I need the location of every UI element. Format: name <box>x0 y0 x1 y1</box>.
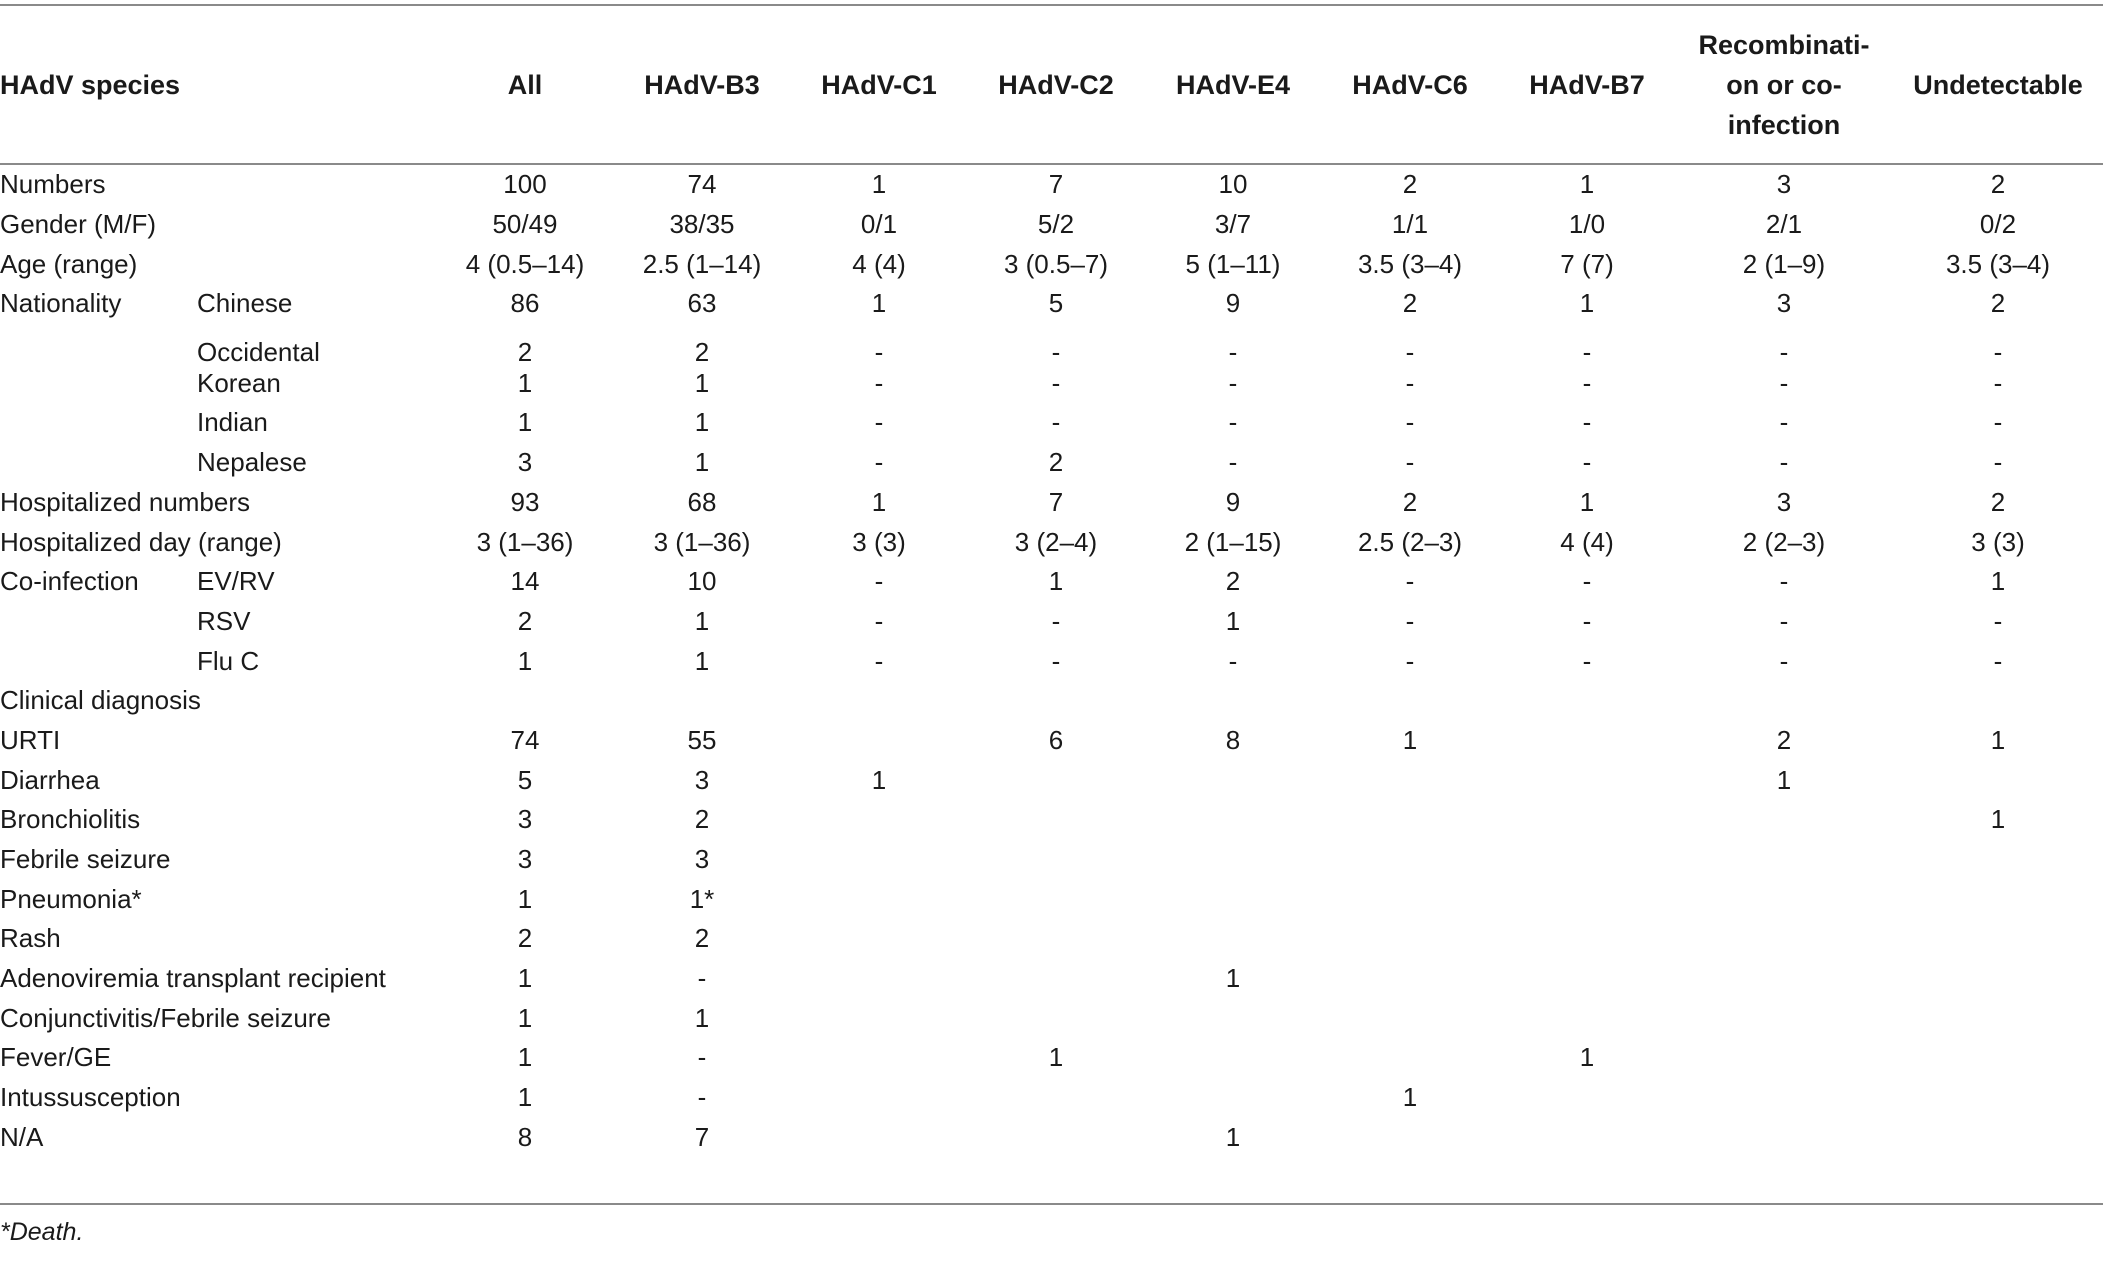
row-label: Diarrhea <box>0 764 100 795</box>
cell-e4 <box>1145 1038 1321 1078</box>
cell-all: 8 <box>517 1121 533 1152</box>
cell-recombination: - <box>1779 566 1789 597</box>
row-sublabel: Indian <box>197 407 268 438</box>
cell-all: 74 <box>510 724 540 755</box>
cell-c1: 1 <box>871 764 887 795</box>
cell-c2 <box>967 800 1145 840</box>
cell-all: 93 <box>510 486 540 517</box>
cell-all: 1 <box>517 1042 533 1073</box>
cell-recombination <box>1675 840 1893 880</box>
header-recombination: Recombinati- on or co- infection <box>1698 29 1870 140</box>
cell-all: 1 <box>517 367 533 398</box>
cell-c6 <box>1321 840 1499 880</box>
cell-e4: - <box>1228 645 1238 676</box>
cell-c2 <box>967 998 1145 1038</box>
cell-c6: - <box>1405 566 1415 597</box>
cell-recombination <box>1675 1038 1893 1078</box>
cell-e4: 2 (1–15) <box>1184 526 1282 557</box>
cell-b3: 3 (1–36) <box>653 526 751 557</box>
cell-c1: - <box>874 645 884 676</box>
cell-c2 <box>967 840 1145 880</box>
cell-b3: 1 <box>694 605 710 636</box>
cell-b7 <box>1499 800 1675 840</box>
cell-b3: - <box>697 1082 707 1113</box>
cell-c1: 1 <box>871 486 887 517</box>
cell-c2 <box>967 959 1145 999</box>
cell-b7 <box>1499 760 1675 800</box>
cell-recombination: 2 <box>1776 724 1792 755</box>
cell-b7: - <box>1582 407 1592 438</box>
cell-c6 <box>1321 800 1499 840</box>
cell-all: 3 <box>517 844 533 875</box>
cell-undetectable: 0/2 <box>1979 209 2017 240</box>
cell-c2: - <box>1051 605 1061 636</box>
cell-c1: 1 <box>871 288 887 319</box>
cell-c6: - <box>1405 407 1415 438</box>
cell-e4 <box>1145 1078 1321 1118</box>
cell-b7: 4 (4) <box>1560 526 1614 557</box>
cell-e4 <box>1145 840 1321 880</box>
cell-recombination <box>1675 919 1893 959</box>
table-row <box>0 602 2103 642</box>
cell-c6: - <box>1405 337 1415 368</box>
cell-b7: 1 <box>1579 486 1595 517</box>
cell-undetectable: - <box>1993 407 2003 438</box>
cell-all: 1 <box>517 963 533 994</box>
table-row <box>0 721 2103 761</box>
cell-undetectable: 2 <box>1990 169 2006 200</box>
header-c2: HAdV-C2 <box>998 69 1114 100</box>
row-sublabel: EV/RV <box>197 566 275 597</box>
cell-undetectable <box>1893 840 2103 880</box>
cell-e4: - <box>1228 407 1238 438</box>
cell-c1 <box>791 1078 967 1118</box>
cell-recombination: 2/1 <box>1765 209 1803 240</box>
cell-c6 <box>1321 919 1499 959</box>
cell-c1 <box>791 919 967 959</box>
cell-undetectable: - <box>1993 367 2003 398</box>
cell-c1 <box>791 959 967 999</box>
cell-undetectable: 3 (3) <box>1971 526 2025 557</box>
cell-undetectable: - <box>1993 337 2003 368</box>
cell-c2 <box>967 1078 1145 1118</box>
cell-c2 <box>967 681 1145 721</box>
table-row <box>0 1078 2103 1118</box>
cell-c1: - <box>874 566 884 597</box>
cell-all: 2 <box>517 337 533 368</box>
cell-b3: 2 <box>694 337 710 368</box>
cell-recombination: - <box>1779 407 1789 438</box>
cell-recombination: 1 <box>1776 764 1792 795</box>
cell-undetectable <box>1893 1078 2103 1118</box>
row-label: Febrile seizure <box>0 844 171 875</box>
cell-c1: - <box>874 367 884 398</box>
table-row <box>0 840 2103 880</box>
cell-b7: - <box>1582 645 1592 676</box>
cell-b7: - <box>1582 566 1592 597</box>
cell-recombination: 3 <box>1776 169 1792 200</box>
cell-e4 <box>1145 681 1321 721</box>
row-sublabel: Korean <box>197 367 281 398</box>
table-row <box>0 324 2103 368</box>
header-c1: HAdV-C1 <box>821 69 937 100</box>
cell-c2 <box>967 919 1145 959</box>
cell-b3: 1 <box>694 1002 710 1033</box>
cell-c1 <box>791 998 967 1038</box>
table-row <box>0 1118 2103 1158</box>
cell-recombination <box>1675 1078 1893 1118</box>
row-label: Fever/GE <box>0 1042 112 1073</box>
row-label: URTI <box>0 724 61 755</box>
cell-undetectable <box>1893 919 2103 959</box>
table-row <box>0 959 2103 999</box>
cell-b7: 7 (7) <box>1560 248 1614 279</box>
cell-all: 3 (1–36) <box>476 526 574 557</box>
cell-all: 2 <box>517 605 533 636</box>
cell-c2: - <box>1051 407 1061 438</box>
cell-c6 <box>1321 998 1499 1038</box>
cell-all: 3 <box>517 447 533 478</box>
cell-undetectable: - <box>1993 447 2003 478</box>
cell-b3: 1 <box>694 447 710 478</box>
row-label: Co-infection <box>0 566 139 597</box>
cell-b7: - <box>1582 447 1592 478</box>
cell-b3: 2 <box>694 923 710 954</box>
cell-b3: 1 <box>694 407 710 438</box>
cell-c2: 2 <box>1048 447 1064 478</box>
cell-c2: 5/2 <box>1037 209 1075 240</box>
cell-recombination <box>1675 959 1893 999</box>
cell-b3: 10 <box>687 566 717 597</box>
cell-all: 1 <box>517 883 533 914</box>
row-sublabel: Chinese <box>197 288 293 319</box>
cell-undetectable <box>1893 879 2103 919</box>
header-undetectable: Undetectable <box>1913 69 2083 100</box>
cell-c6 <box>1321 1038 1499 1078</box>
cell-undetectable <box>1893 959 2103 999</box>
cell-undetectable: 1 <box>1990 724 2006 755</box>
cell-undetectable: 2 <box>1990 486 2006 517</box>
cell-b3: 2.5 (1–14) <box>642 248 762 279</box>
cell-recombination: - <box>1779 605 1789 636</box>
cell-recombination: - <box>1779 645 1789 676</box>
cell-c2: - <box>1051 645 1061 676</box>
row-sublabel: RSV <box>197 605 251 636</box>
cell-e4: 1 <box>1225 1121 1241 1152</box>
cell-c6: - <box>1405 367 1415 398</box>
cell-c6: 2.5 (2–3) <box>1357 526 1463 557</box>
row-label: Hospitalized numbers <box>0 486 251 517</box>
cell-all <box>437 681 613 721</box>
table-row <box>0 998 2103 1038</box>
row-label: Numbers <box>0 169 106 200</box>
cell-e4: 1 <box>1225 963 1241 994</box>
row-label: Pneumonia* <box>0 883 142 914</box>
cell-b3: 74 <box>687 169 717 200</box>
table-row <box>0 760 2103 800</box>
cell-c6: 2 <box>1402 486 1418 517</box>
cell-b7 <box>1499 681 1675 721</box>
header-all: All <box>507 69 543 100</box>
cell-undetectable: - <box>1993 605 2003 636</box>
cell-recombination <box>1675 800 1893 840</box>
cell-c1: - <box>874 605 884 636</box>
row-label: Adenoviremia transplant recipient <box>0 963 386 994</box>
cell-b7 <box>1499 1118 1675 1158</box>
cell-b7: - <box>1582 337 1592 368</box>
cell-c1: - <box>874 407 884 438</box>
cell-c6 <box>1321 760 1499 800</box>
table-row <box>0 681 2103 721</box>
cell-e4 <box>1145 800 1321 840</box>
cell-all: 1 <box>517 1082 533 1113</box>
row-label: Clinical diagnosis <box>0 685 201 716</box>
cell-c1 <box>791 681 967 721</box>
table-row <box>0 800 2103 840</box>
table-footnote: *Death. <box>0 1218 84 1246</box>
cell-recombination: - <box>1779 337 1789 368</box>
cell-e4: 8 <box>1225 724 1241 755</box>
cell-c6: 1 <box>1402 1082 1418 1113</box>
cell-c6 <box>1321 681 1499 721</box>
cell-b3: 1* <box>689 883 715 914</box>
table-row <box>0 403 2103 443</box>
table-header <box>0 6 2103 163</box>
cell-e4: 10 <box>1218 169 1248 200</box>
row-label: Intussusception <box>0 1082 181 1113</box>
cell-c6: 1 <box>1402 724 1418 755</box>
cell-c6: 2 <box>1402 169 1418 200</box>
cell-undetectable: 1 <box>1990 804 2006 835</box>
row-label: Age (range) <box>0 248 138 279</box>
row-label: N/A <box>0 1121 44 1152</box>
cell-b3: 68 <box>687 486 717 517</box>
cell-c2: 7 <box>1048 486 1064 517</box>
cell-b7 <box>1499 919 1675 959</box>
cell-c2: - <box>1051 337 1061 368</box>
cell-recombination: 3 <box>1776 486 1792 517</box>
row-label: Hospitalized day (range) <box>0 526 282 557</box>
row-label: Conjunctivitis/Febrile seizure <box>0 1002 331 1033</box>
cell-undetectable: 2 <box>1990 288 2006 319</box>
cell-e4 <box>1145 919 1321 959</box>
cell-c1: - <box>874 337 884 368</box>
table-row <box>0 205 2103 245</box>
cell-b7 <box>1499 840 1675 880</box>
cell-c6 <box>1321 959 1499 999</box>
cell-all: 86 <box>510 288 540 319</box>
cell-c2 <box>967 1118 1145 1158</box>
cell-b7: - <box>1582 605 1592 636</box>
cell-c6: 1/1 <box>1391 209 1429 240</box>
row-label: Gender (M/F) <box>0 209 157 240</box>
cell-all: 3 <box>517 804 533 835</box>
cell-c1: 4 (4) <box>852 248 906 279</box>
cell-c6: - <box>1405 645 1415 676</box>
cell-undetectable <box>1893 681 2103 721</box>
table-row <box>0 1038 2103 1078</box>
cell-e4: 3/7 <box>1214 209 1252 240</box>
cell-e4: - <box>1228 447 1238 478</box>
cell-e4: 9 <box>1225 486 1241 517</box>
cell-b7 <box>1499 879 1675 919</box>
cell-b7 <box>1499 721 1675 761</box>
cell-c2 <box>967 760 1145 800</box>
cell-e4: 9 <box>1225 288 1241 319</box>
cell-recombination <box>1675 681 1893 721</box>
cell-undetectable <box>1893 998 2103 1038</box>
table-body <box>0 165 2103 1157</box>
cell-b7 <box>1499 1078 1675 1118</box>
cell-b3: 55 <box>687 724 717 755</box>
cell-e4 <box>1145 760 1321 800</box>
row-sublabel: Occidental <box>197 337 320 368</box>
cell-all: 50/49 <box>492 209 558 240</box>
table-row <box>0 244 2103 284</box>
cell-c1 <box>791 1038 967 1078</box>
cell-undetectable <box>1893 1038 2103 1078</box>
cell-c2: 3 (0.5–7) <box>1003 248 1109 279</box>
cell-c1 <box>791 1118 967 1158</box>
header-b3: HAdV-B3 <box>644 69 760 100</box>
cell-c2 <box>967 879 1145 919</box>
table-bottom-rule <box>0 1203 2103 1205</box>
cell-recombination: 3 <box>1776 288 1792 319</box>
cell-recombination <box>1675 1118 1893 1158</box>
cell-e4: - <box>1228 367 1238 398</box>
cell-all: 1 <box>517 407 533 438</box>
row-label: Nationality <box>0 288 122 319</box>
cell-e4: - <box>1228 337 1238 368</box>
cell-b3: 7 <box>694 1121 710 1152</box>
cell-all: 5 <box>517 764 533 795</box>
cell-c1 <box>791 840 967 880</box>
cell-c2: 1 <box>1048 566 1064 597</box>
cell-c1: - <box>874 447 884 478</box>
cell-b3: 1 <box>694 367 710 398</box>
cell-recombination <box>1675 879 1893 919</box>
cell-all: 100 <box>503 169 547 200</box>
cell-undetectable: - <box>1993 645 2003 676</box>
table-row <box>0 641 2103 681</box>
table-row <box>0 165 2103 205</box>
cell-c6: - <box>1405 447 1415 478</box>
cell-c2: 1 <box>1048 1042 1064 1073</box>
cell-c1: 0/1 <box>860 209 898 240</box>
table-row <box>0 879 2103 919</box>
cell-c6: - <box>1405 605 1415 636</box>
cell-b3: 1 <box>694 645 710 676</box>
header-e4: HAdV-E4 <box>1175 69 1291 100</box>
table-row <box>0 363 2103 403</box>
row-sublabel: Flu C <box>197 645 260 676</box>
cell-e4 <box>1145 879 1321 919</box>
cell-all: 1 <box>517 1002 533 1033</box>
cell-b7: 1 <box>1579 288 1595 319</box>
cell-c1: 3 (3) <box>852 526 906 557</box>
cell-c2: 3 (2–4) <box>1014 526 1098 557</box>
table-row <box>0 284 2103 324</box>
cell-c1 <box>791 800 967 840</box>
table-row <box>0 483 2103 523</box>
table-row <box>0 522 2103 562</box>
cell-e4: 1 <box>1225 605 1241 636</box>
cell-c2: 5 <box>1048 288 1064 319</box>
cell-b3: 3 <box>694 844 710 875</box>
cell-c2: 7 <box>1048 169 1064 200</box>
cell-all: 14 <box>510 566 540 597</box>
cell-c6: 3.5 (3–4) <box>1357 248 1463 279</box>
cell-b3: - <box>697 1042 707 1073</box>
cell-undetectable <box>1893 760 2103 800</box>
cell-recombination: - <box>1779 447 1789 478</box>
cell-recombination: 2 (2–3) <box>1742 526 1826 557</box>
cell-b3 <box>613 681 791 721</box>
cell-b3: 63 <box>687 288 717 319</box>
table-row <box>0 919 2103 959</box>
cell-b7 <box>1499 998 1675 1038</box>
cell-b3: 2 <box>694 804 710 835</box>
cell-b7 <box>1499 959 1675 999</box>
cell-c2: - <box>1051 367 1061 398</box>
cell-c2: 6 <box>1048 724 1064 755</box>
table-row <box>0 443 2103 483</box>
header-c6: HAdV-C6 <box>1352 69 1468 100</box>
cell-recombination <box>1675 998 1893 1038</box>
header-species: HAdV species <box>0 69 181 100</box>
cell-undetectable: 1 <box>1990 566 2006 597</box>
cell-undetectable: 3.5 (3–4) <box>1945 248 2051 279</box>
cell-c6 <box>1321 1118 1499 1158</box>
cell-b7: 1 <box>1579 1042 1595 1073</box>
cell-c6 <box>1321 879 1499 919</box>
cell-c1 <box>791 879 967 919</box>
cell-b7: 1 <box>1579 169 1595 200</box>
cell-c1 <box>791 721 967 761</box>
cell-b7: - <box>1582 367 1592 398</box>
cell-undetectable <box>1893 1118 2103 1158</box>
cell-recombination: 2 (1–9) <box>1742 248 1826 279</box>
cell-recombination: - <box>1779 367 1789 398</box>
table-row <box>0 562 2103 602</box>
cell-all: 1 <box>517 645 533 676</box>
row-sublabel: Nepalese <box>197 447 307 478</box>
cell-all: 2 <box>517 923 533 954</box>
cell-b3: - <box>697 963 707 994</box>
cell-all: 4 (0.5–14) <box>465 248 585 279</box>
cell-b7: 1/0 <box>1568 209 1606 240</box>
row-label: Bronchiolitis <box>0 804 141 835</box>
header-b7: HAdV-B7 <box>1529 69 1645 100</box>
cell-b3: 3 <box>694 764 710 795</box>
cell-b3: 38/35 <box>669 209 735 240</box>
cell-e4 <box>1145 998 1321 1038</box>
row-label: Rash <box>0 923 61 954</box>
cell-e4: 2 <box>1225 566 1241 597</box>
cell-c1: 1 <box>871 169 887 200</box>
cell-e4: 5 (1–11) <box>1185 248 1281 279</box>
cell-c6: 2 <box>1402 288 1418 319</box>
